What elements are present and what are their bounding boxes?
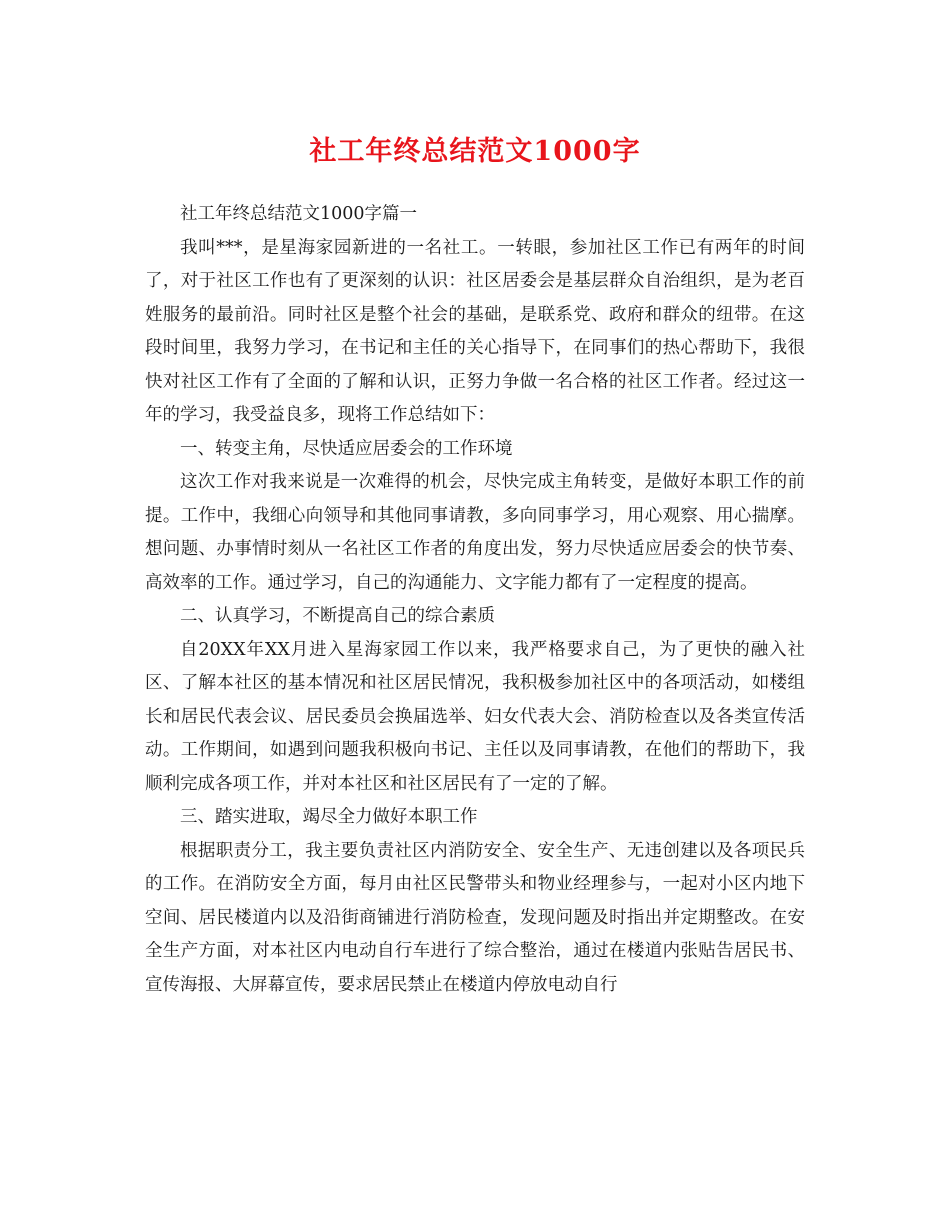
body-paragraph: 自20XX年XX月进入星海家园工作以来，我严格要求自己，为了更快的融入社区、了解本社区的基本情况和社区居民情况，我积极参加社区中的各项活动，如楼组长和居民代表会议、居民委员会换届选举、妇女代表大会、消防检查以及各类宣传活动。工作期间，如遇到问题我积极向书记、主任以及同事请教，在他们的帮助下，我顺利完成各项工作，并对本社区和社区居民有了一定的了解。 [145, 639, 805, 794]
body-paragraph: 我叫***，是星海家园新进的一名社工。一转眼，参加社区工作已有两年的时间了，对于社区工作也有了更深刻的认识：社区居委会是基层群众自治组织，是为老百姓服务的最前沿。同时社区是整个社会的基础，是联系党、政府和群众的纽带。在这段时间里，我努力学习，在书记和主任的关心指导下，在同事们的热心帮助下，我很快对社区工作有了全面的了解和认识，正努力争做一名合格的社区工作者。经过这一年的学习，我受益良多，现将工作总结如下： [145, 237, 805, 425]
body-paragraph: 这次工作对我来说是一次难得的机会，尽快完成主角转变，是做好本职工作的前提。工作中，我细心向领导和其他同事请教，多向同事学习，用心观察、用心揣摩。想问题、办事情时刻从一名社区工作者的角度出发，努力尽快适应居委会的快节奏、高效率的工作。通过学习，自己的沟通能力、文字能力都有了一定程度的提高。 [145, 472, 805, 593]
document-body [145, 198, 805, 1002]
document-title: 社工年终总结范文1000字 [309, 136, 641, 167]
body-paragraph: 根据职责分工，我主要负责社区内消防安全、安全生产、无违创建以及各项民兵的工作。在消防安全方面，每月由社区民警带头和物业经理参与，一起对小区内地下空间、居民楼道内以及沿街商铺进行消防检查，发现问题及时指出并定期整改。在安全生产方面，对本社区内电动自行车进行了综合整治，通过在楼道内张贴告居民书、宣传海报、大屏幕宣传，要求居民禁止在楼道内停放电动自行 [145, 840, 805, 995]
section-heading: 三、踏实进取，竭尽全力做好本职工作 [180, 807, 478, 827]
section-heading: 二、认真学习，不断提高自己的综合素质 [180, 606, 495, 626]
document-page [145, 0, 805, 1002]
section-heading: 一、转变主角，尽快适应居委会的工作环境 [180, 438, 513, 459]
section-heading-intro: 社工年终总结范文1000字篇一 [180, 204, 418, 224]
